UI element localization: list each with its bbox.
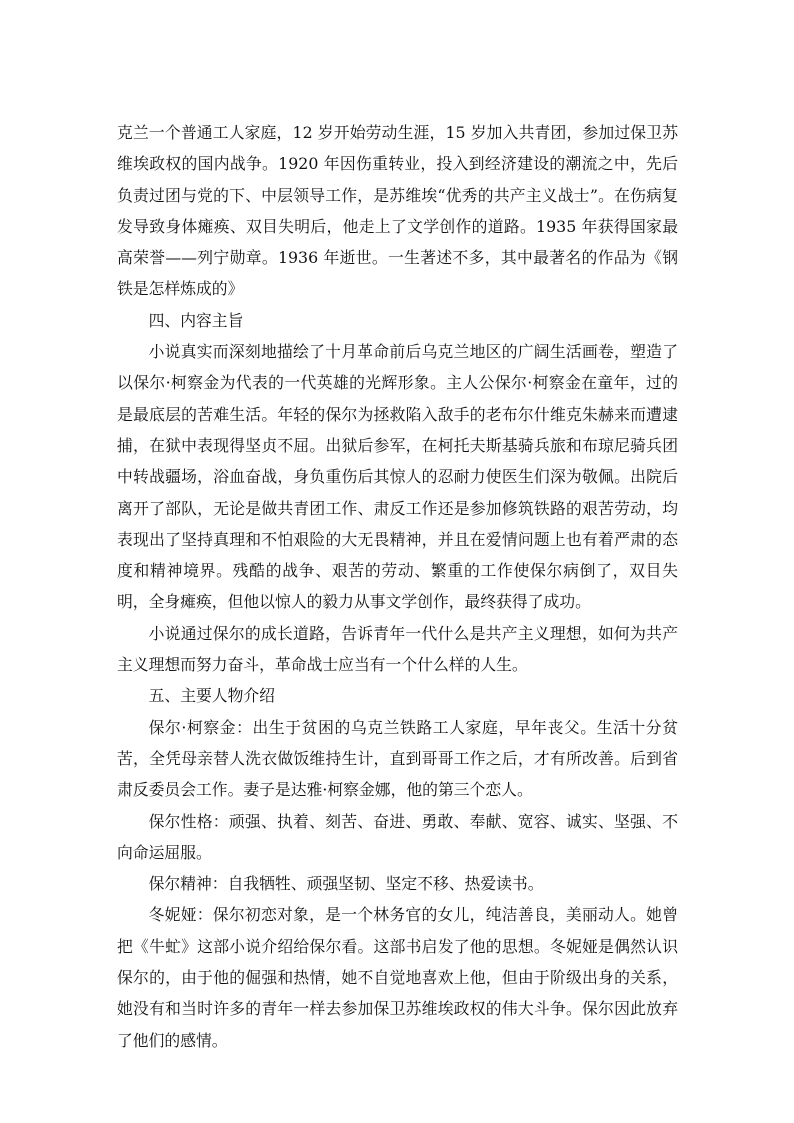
paragraph-character-paul: 保尔·柯察金：出生于贫困的乌克兰铁路工人家庭，早年丧父。生活十分贫苦，全凭母亲替人洗衣做饭维持生计，直到哥哥工作之后，才有所改善。后到省肃反委员会工作。妻子是达雅·柯察金娜，他的第三个恋人。	[117, 717, 678, 800]
section-heading-main-characters: 五、主要人物介绍	[148, 686, 275, 706]
section-heading-content-theme: 四、内容主旨	[148, 310, 244, 330]
paragraph-paul-personality: 保尔性格：顽强、执着、刻苦、奋进、勇敢、奉献、宽容、诚实、坚强、不向命运屈服。	[117, 811, 678, 862]
paragraph-paul-spirit: 保尔精神：自我牺牲、顽强坚韧、坚定不移、热爱读书。	[148, 874, 544, 894]
paragraph-content-summary: 小说真实而深刻地描绘了十月革命前后乌克兰地区的广阔生活画卷，塑造了以保尔·柯察金为代表的一代英雄的光辉形象。主人公保尔·柯察金在童年，过的是最底层的苦难生活。年轻的保尔为拯救陷入敌手的老布尔什维克朱赫来而遭逮捕，在狱中表现得坚贞不屈。出狱后参军，在柯托夫斯基骑兵旅和布琼尼骑兵团中转战疆场，浴血奋战，身负重伤后其惊人的忍耐力使医生们深为敬佩。出院后离开了部队，无论是做共青团工作、肃反工作还是参加修筑铁路的艰苦劳动，均表现出了坚持真理和不怕艰险的大无畏精神，并且在爱情问题上也有着严肃的态度和精神境界。残酷的战争、艰苦的劳动、繁重的工作使保尔病倒了，双目失明，全身瘫痪，但他以惊人的毅力从事文学创作，最终获得了成功。	[117, 342, 678, 612]
paragraph-author-bio: 克兰一个普通工人家庭，12 岁开始劳动生涯，15 岁加入共青团，参加过保卫苏维埃政权的国内战争。1920 年因伤重转业，投入到经济建设的潮流之中，先后负责过团与党的下、中层领导工作，是苏维埃“优秀的共产主义战士”。在伤病复发导致身体瘫痪、双目失明后，他走上了文学创作的道路。1935 年获得国家最高荣誉——列宁勋章。1936 年逝世。一生著述不多，其中最著名的作品为《钢铁是怎样炼成的》	[117, 123, 678, 299]
paragraph-character-tonya: 冬妮娅：保尔初恋对象，是一个林务官的女儿，纯洁善良，美丽动人。她曾把《牛虻》这部小说介绍给保尔看。这部书启发了他的思想。冬妮娅是偶然认识保尔的，由于他的倔强和热情，她不自觉地喜欢上他，但由于阶级出身的关系，她没有和当时许多的青年一样去参加保卫苏维埃政权的伟大斗争。保尔因此放弃了他们的感情。	[117, 905, 678, 1050]
paragraph-content-theme: 小说通过保尔的成长道路，告诉青年一代什么是共产主义理想，如何为共产主义理想而努力奋斗，革命战士应当有一个什么样的人生。	[117, 623, 678, 675]
document-page	[117, 117, 678, 1056]
